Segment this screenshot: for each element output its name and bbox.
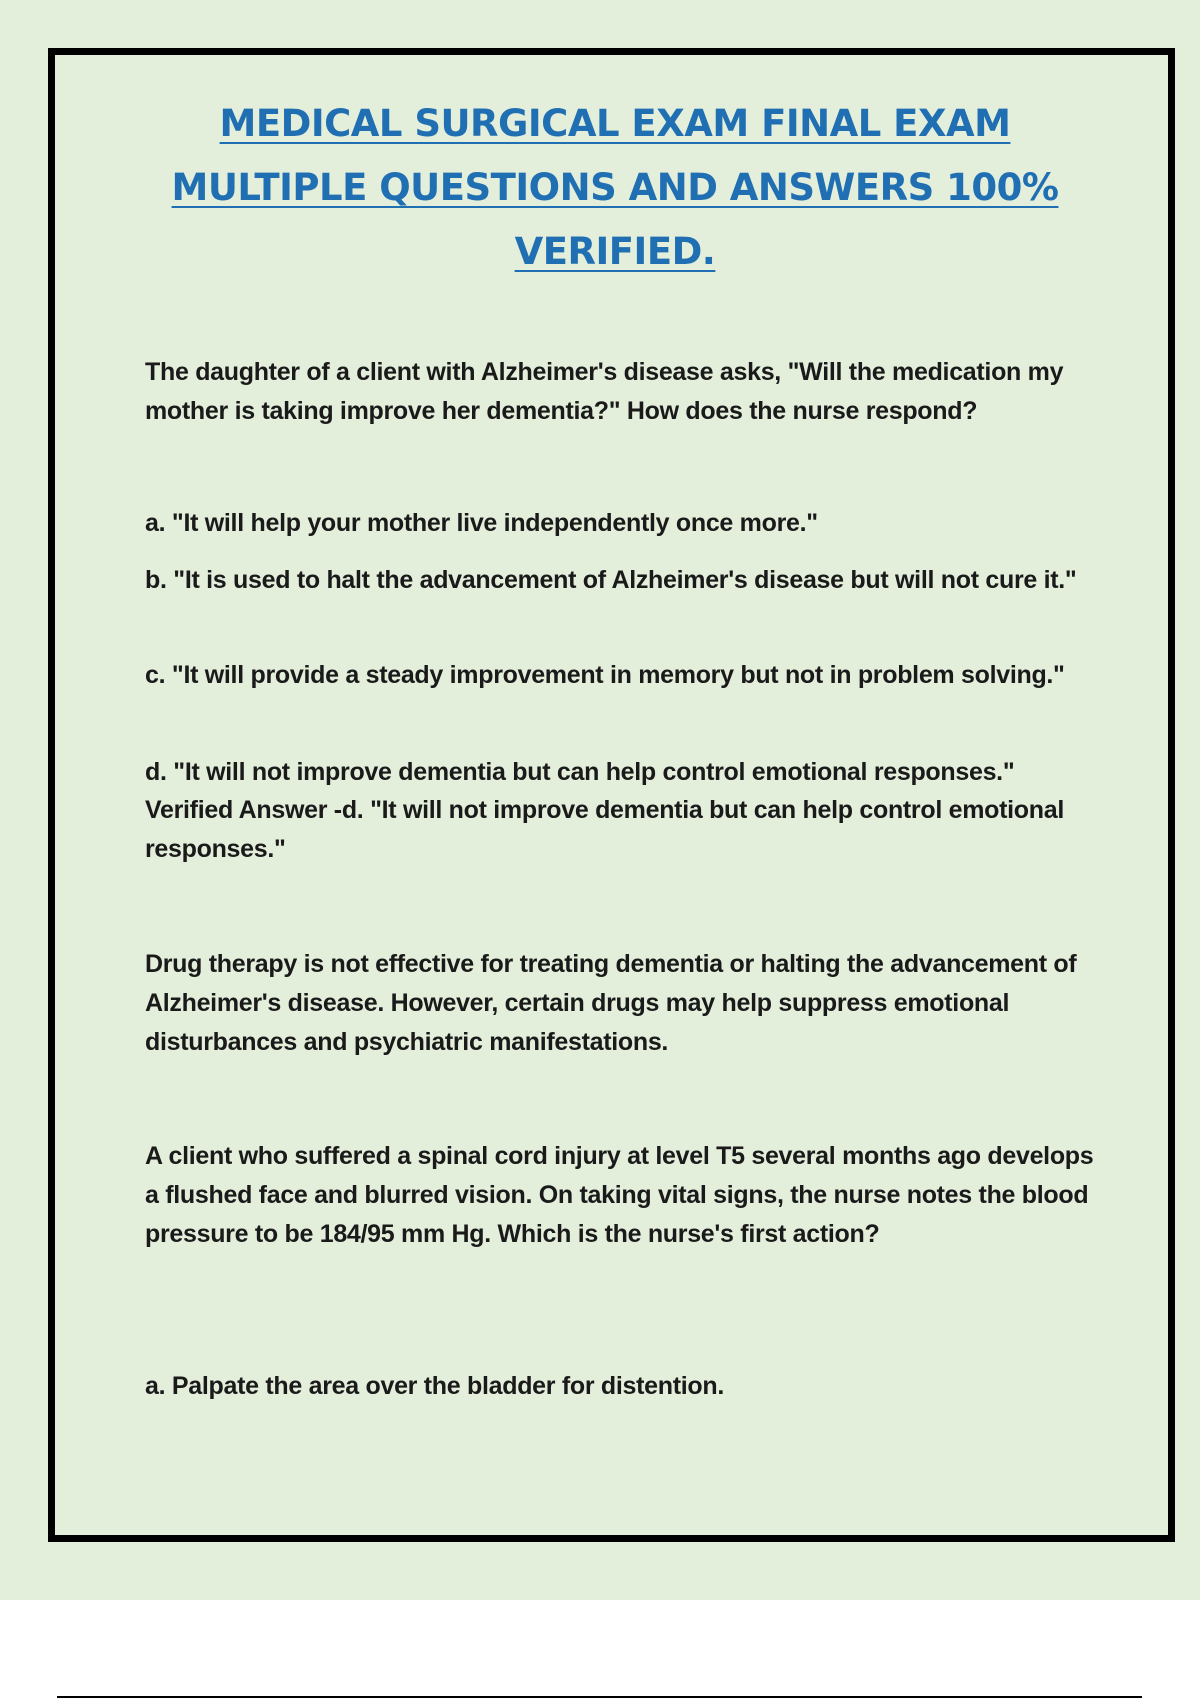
question-1-verified-answer: Verified Answer -d. "It will not improve dementia but can help control emotional responses.": [145, 796, 1064, 863]
question-2-stem: A client who suffered a spinal cord injury at level T5 several months ago develops a flushed face and blurred vision. On taking vital signs, the nurse notes the blood pressure to be 184/95 mm Hg. Which is the nurse's first action?: [145, 1142, 1094, 1248]
title-line-2: MULTIPLE QUESTIONS AND ANSWERS 100%: [171, 166, 1059, 209]
question-1-option-b: b. "It is used to halt the advancement of Alzheimer's disease but will not cure it.": [145, 566, 1077, 594]
title-line-3: VERIFIED.: [514, 230, 716, 273]
title-line-1: MEDICAL SURGICAL EXAM FINAL EXAM: [219, 102, 1011, 145]
question-1-stem: The daughter of a client with Alzheimer's disease asks, "Will the medication my mother is taking improve her dementia?" How does the nurse respond?: [145, 358, 1064, 425]
document-title: [120, 92, 1110, 284]
question-1-option-a: a. "It will help your mother live independently once more.": [145, 509, 818, 537]
question-1-rationale: Drug therapy is not effective for treating dementia or halting the advancement of Alzheimer's disease. However, certain drugs may help suppress emotional disturbances and psychiatric manifestations.: [145, 950, 1077, 1056]
question-1-option-d: d. "It will not improve dementia but can help control emotional responses.": [145, 758, 1015, 786]
page-separator-line: [57, 1696, 1142, 1698]
question-1-option-c: c. "It will provide a steady improvement in memory but not in problem solving.": [145, 661, 1065, 689]
question-2-option-a: a. Palpate the area over the bladder for distention.: [145, 1372, 724, 1400]
